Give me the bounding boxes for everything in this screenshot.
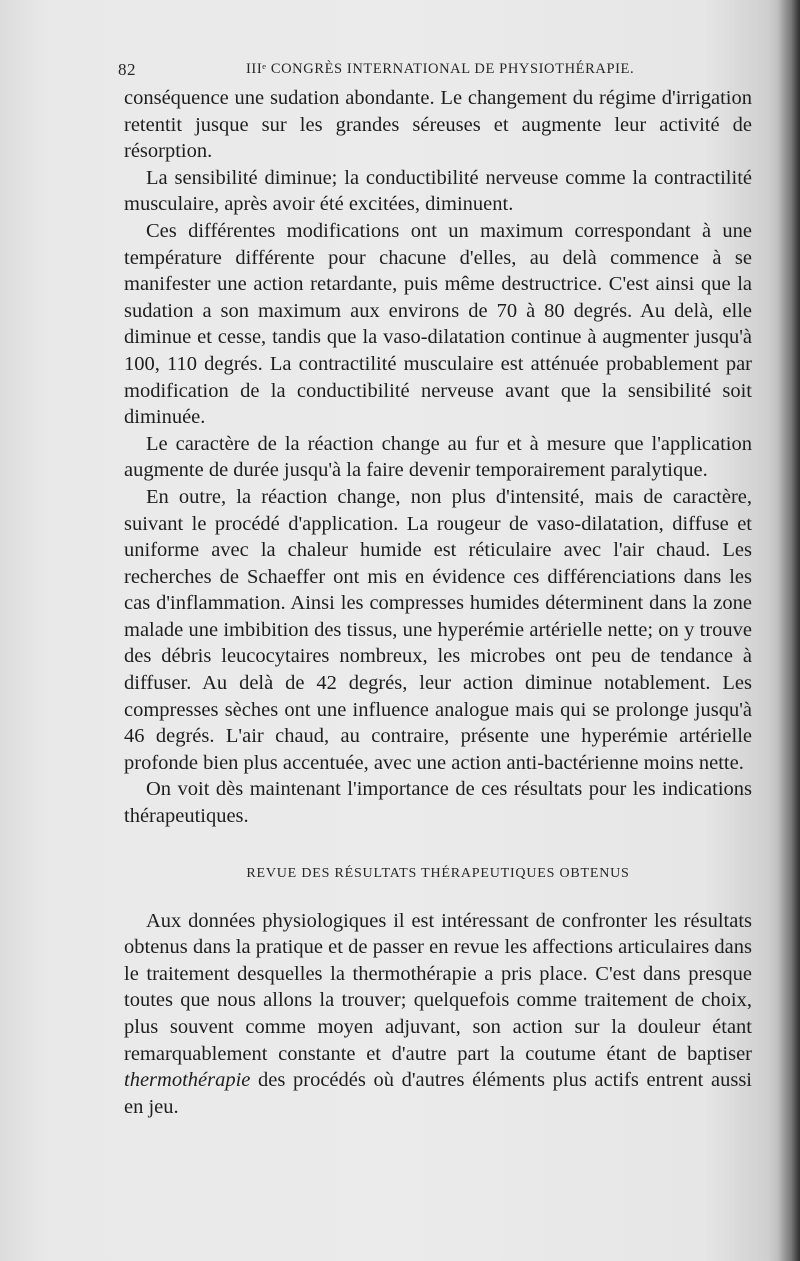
paragraph-1: conséquence une sudation abondante. Le changement du régime d'irrigation retentit jusque sur les grandes séreuses et augmente leur activité de résorption. <box>124 87 752 163</box>
page-header <box>118 60 758 84</box>
paragraph-6: On voit dès maintenant l'importance de ces résultats pour les indications thérapeutiques. <box>124 778 752 828</box>
paragraph-7-italic-term: thermothérapie <box>124 1069 251 1092</box>
paragraph-7-text-a: Aux données physiologiques il est intéressant de confronter les résultats obtenus dans la pratique et de passer en revue les affections articulaires dans le traitement desquelles la thermothérapie a pris place. C'est dans presque toutes que nous allons la trouver; quelquefois comme traitement de choix, plus souvent comme moyen adjuvant, son action sur la douleur étant remarquablement constante et d'autre part la coutume étant de baptiser <box>124 909 752 1065</box>
paragraph-7-text-b: des procédés où d'autres éléments plus actifs entrent aussi en jeu. <box>124 1069 752 1118</box>
paragraph-7 <box>124 908 752 1121</box>
paragraph-3: Ces différentes modifications ont un maximum correspondant à une température différente pour chacune d'elles, au delà commence à se manifester une action retardante, puis même destructrice. C'est ainsi que la sudation a son maximum aux environs de 70 à 80 degrés. Au delà, elle diminue et cesse, tandis que la vaso-dilatation continue à augmenter jusqu'à 100, 110 degrés. La contractilité musculaire est atténuée probablement par modification de la conductibilité nerveuse avant que la sensibilité soit diminuée. <box>124 219 752 429</box>
paragraph-4: Le caractère de la réaction change au fur et à mesure que l'application augmente de durée jusqu'à la faire devenir temporairement paralytique. <box>124 432 752 482</box>
page-number: 82 <box>118 60 136 79</box>
paragraph-2: La sensibilité diminue; la conductibilité nerveuse comme la contractilité musculaire, après avoir été excitées, diminuent. <box>124 166 752 216</box>
running-head: IIIᵉ CONGRÈS INTERNATIONAL DE PHYSIOTHÉRAPIE. <box>246 61 635 77</box>
page-body <box>124 85 752 1120</box>
section-heading: REVUE DES RÉSULTATS THÉRAPEUTIQUES OBTENUS <box>246 865 630 881</box>
paragraph-5: En outre, la réaction change, non plus d'intensité, mais de caractère, suivant le procédé d'application. La rougeur de vaso-dilatation, diffuse et uniforme avec la chaleur humide est réticulaire avec l'air chaud. Les recherches de Schaeffer ont mis en évidence ces différenciations dans les cas d'inflammation. Ainsi les compresses humides déterminent dans la zone malade une imbibition des tissus, une hyperémie artérielle nette; on y trouve des débris leucocytaires nombreux, les microbes ont peu de tendance à diffuser. Au delà de 42 degrés, leur action diminue notablement. Les compresses sèches ont une influence analogue mais qui se prolonge jusqu'à 46 degrés. L'air chaud, au contraire, présente une hyperémie artérielle profonde bien plus accentuée, avec une action anti-bactérienne moins nette. <box>124 485 752 774</box>
